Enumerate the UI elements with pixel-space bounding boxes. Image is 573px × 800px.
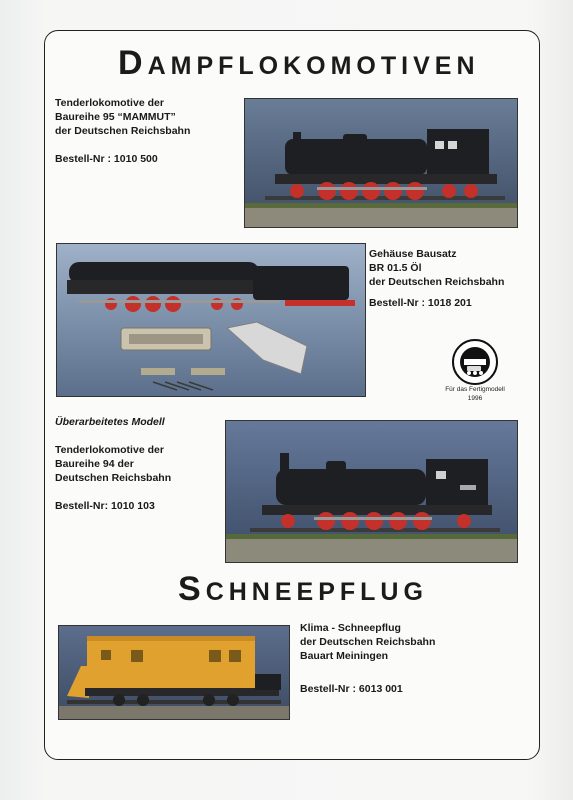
section-title-dampflokomotiven: [118, 44, 480, 83]
order-number: Bestell-Nr : 6013 001: [300, 683, 403, 695]
title-initial: S: [178, 570, 206, 608]
order-number: Bestell-Nr: 1010 103: [55, 500, 155, 512]
description-line: Deutschen Reichsbahn: [55, 472, 172, 484]
snowplow-wagon-photo: [58, 625, 290, 720]
description-line: der Deutschen Reichsbahn: [300, 636, 436, 648]
description-line: Klima - Schneepflug: [300, 622, 401, 634]
title-initial: D: [118, 44, 148, 82]
title-rest: AMPFLOKOMOTIVEN: [147, 52, 480, 80]
steam-locomotive-br94-photo: [225, 420, 518, 563]
steam-locomotive-br95-photo: [244, 98, 518, 228]
item-description-schneepflug: [300, 621, 435, 696]
section-title-schneepflug: [178, 570, 428, 609]
description-line: Baureihe 95 “MAMMUT”: [55, 111, 176, 123]
description-line: BR 01.5 Öl: [369, 262, 422, 274]
item-description-br95: [55, 96, 190, 166]
description-line: Gehäuse Bausatz: [369, 248, 457, 260]
description-line: der Deutschen Reichsbahn: [369, 276, 505, 288]
description-line: Baureihe 94 der: [55, 458, 134, 470]
description-line: Bauart Meiningen: [300, 650, 389, 662]
locomotive-kit-parts-photo: [56, 243, 366, 397]
award-caption-year: 1996: [467, 395, 483, 402]
award-caption-line: Für das Fertigmodell: [445, 386, 505, 393]
title-rest: CHNEEPFLUG: [205, 578, 428, 606]
order-number: Bestell-Nr : 1018 201: [369, 297, 472, 309]
description-line: Tenderlokomotive der: [55, 444, 164, 456]
description-line: der Deutschen Reichsbahn: [55, 125, 191, 137]
modell-des-jahres-badge: [451, 338, 499, 386]
description-line: Tenderlokomotive der: [55, 97, 164, 109]
item-description-br94: [55, 415, 171, 513]
award-caption: [428, 385, 522, 403]
item-description-br015: [369, 247, 504, 310]
order-number: Bestell-Nr : 1010 500: [55, 153, 158, 165]
revised-model-note: Überarbeitetes Modell: [55, 416, 165, 428]
